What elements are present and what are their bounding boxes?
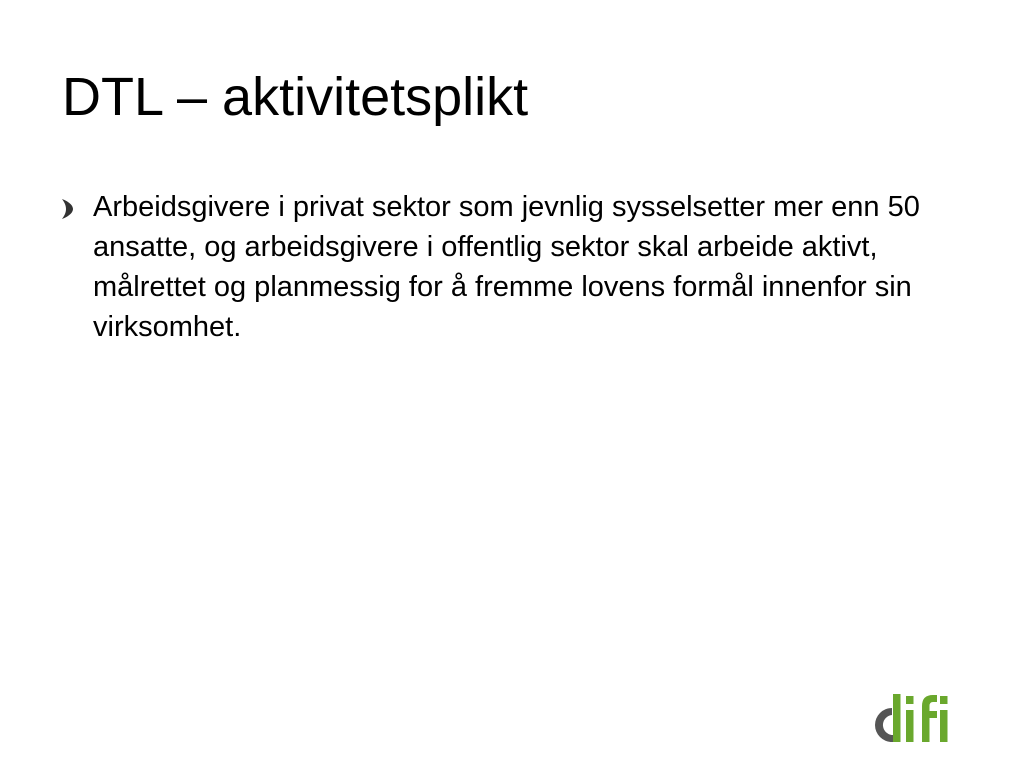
bullet-item [60,187,960,347]
bullet-text: Arbeidsgivere i privat sektor som jevnlig sysselsetter mer enn 50 ansatte, og arbeidsgivere i offentlig sektor skal arbeide aktivt, målrettet og planmessig for å fremme lovens formål innenfor sin virksomhet. [93,191,920,343]
difi-logo-icon [872,690,972,748]
bullet-marker-icon [60,199,74,219]
bullet-list [60,187,960,347]
slide-title: DTL – aktivitetsplikt [62,67,529,127]
